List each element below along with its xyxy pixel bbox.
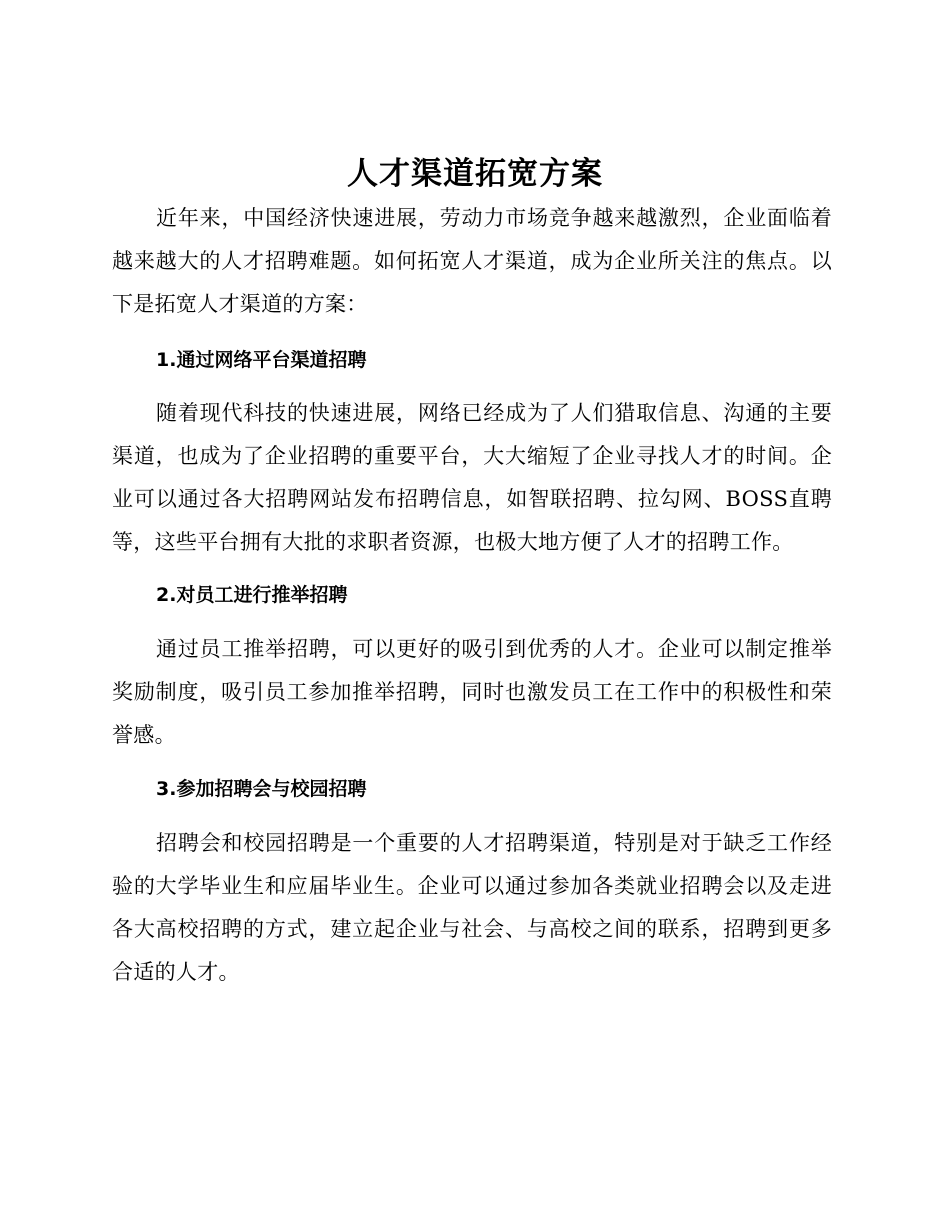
- section-body-referral: 通过员工推举招聘，可以更好的吸引到优秀的人才。企业可以制定推举奖励制度，吸引员工参加推举招聘，同时也激发员工在工作中的积极性和荣誉感。: [112, 637, 832, 747]
- section-heading-referral: 2.对员工进行推举招聘: [156, 584, 348, 606]
- section-body-network: 随着现代科技的快速进展，网络已经成为了人们猎取信息、沟通的主要渠道，也成为了企业招聘的重要平台，大大缩短了企业寻找人才的时间。企业可以通过各大招聘网站发布招聘信息，如智联招聘、拉勾网、BOSS直聘等，这些平台拥有大批的求职者资源，也极大地方便了人才的招聘工作。: [112, 401, 832, 554]
- section-heading-network: 1.通过网络平台渠道招聘: [156, 349, 367, 371]
- document-title: 人才渠道拓宽方案: [347, 156, 603, 192]
- section-heading-campus: 3.参加招聘会与校园招聘: [156, 778, 367, 800]
- section-body-campus: 招聘会和校园招聘是一个重要的人才招聘渠道，特别是对于缺乏工作经验的大学毕业生和应届毕业生。企业可以通过参加各类就业招聘会以及走进各大高校招聘的方式，建立起企业与社会、与高校之间的联系，招聘到更多合适的人才。: [112, 831, 832, 984]
- intro-paragraph: 近年来，中国经济快速进展，劳动力市场竞争越来越激烈，企业面临着越来越大的人才招聘难题。如何拓宽人才渠道，成为企业所关注的焦点。以下是拓宽人才渠道的方案：: [112, 206, 832, 316]
